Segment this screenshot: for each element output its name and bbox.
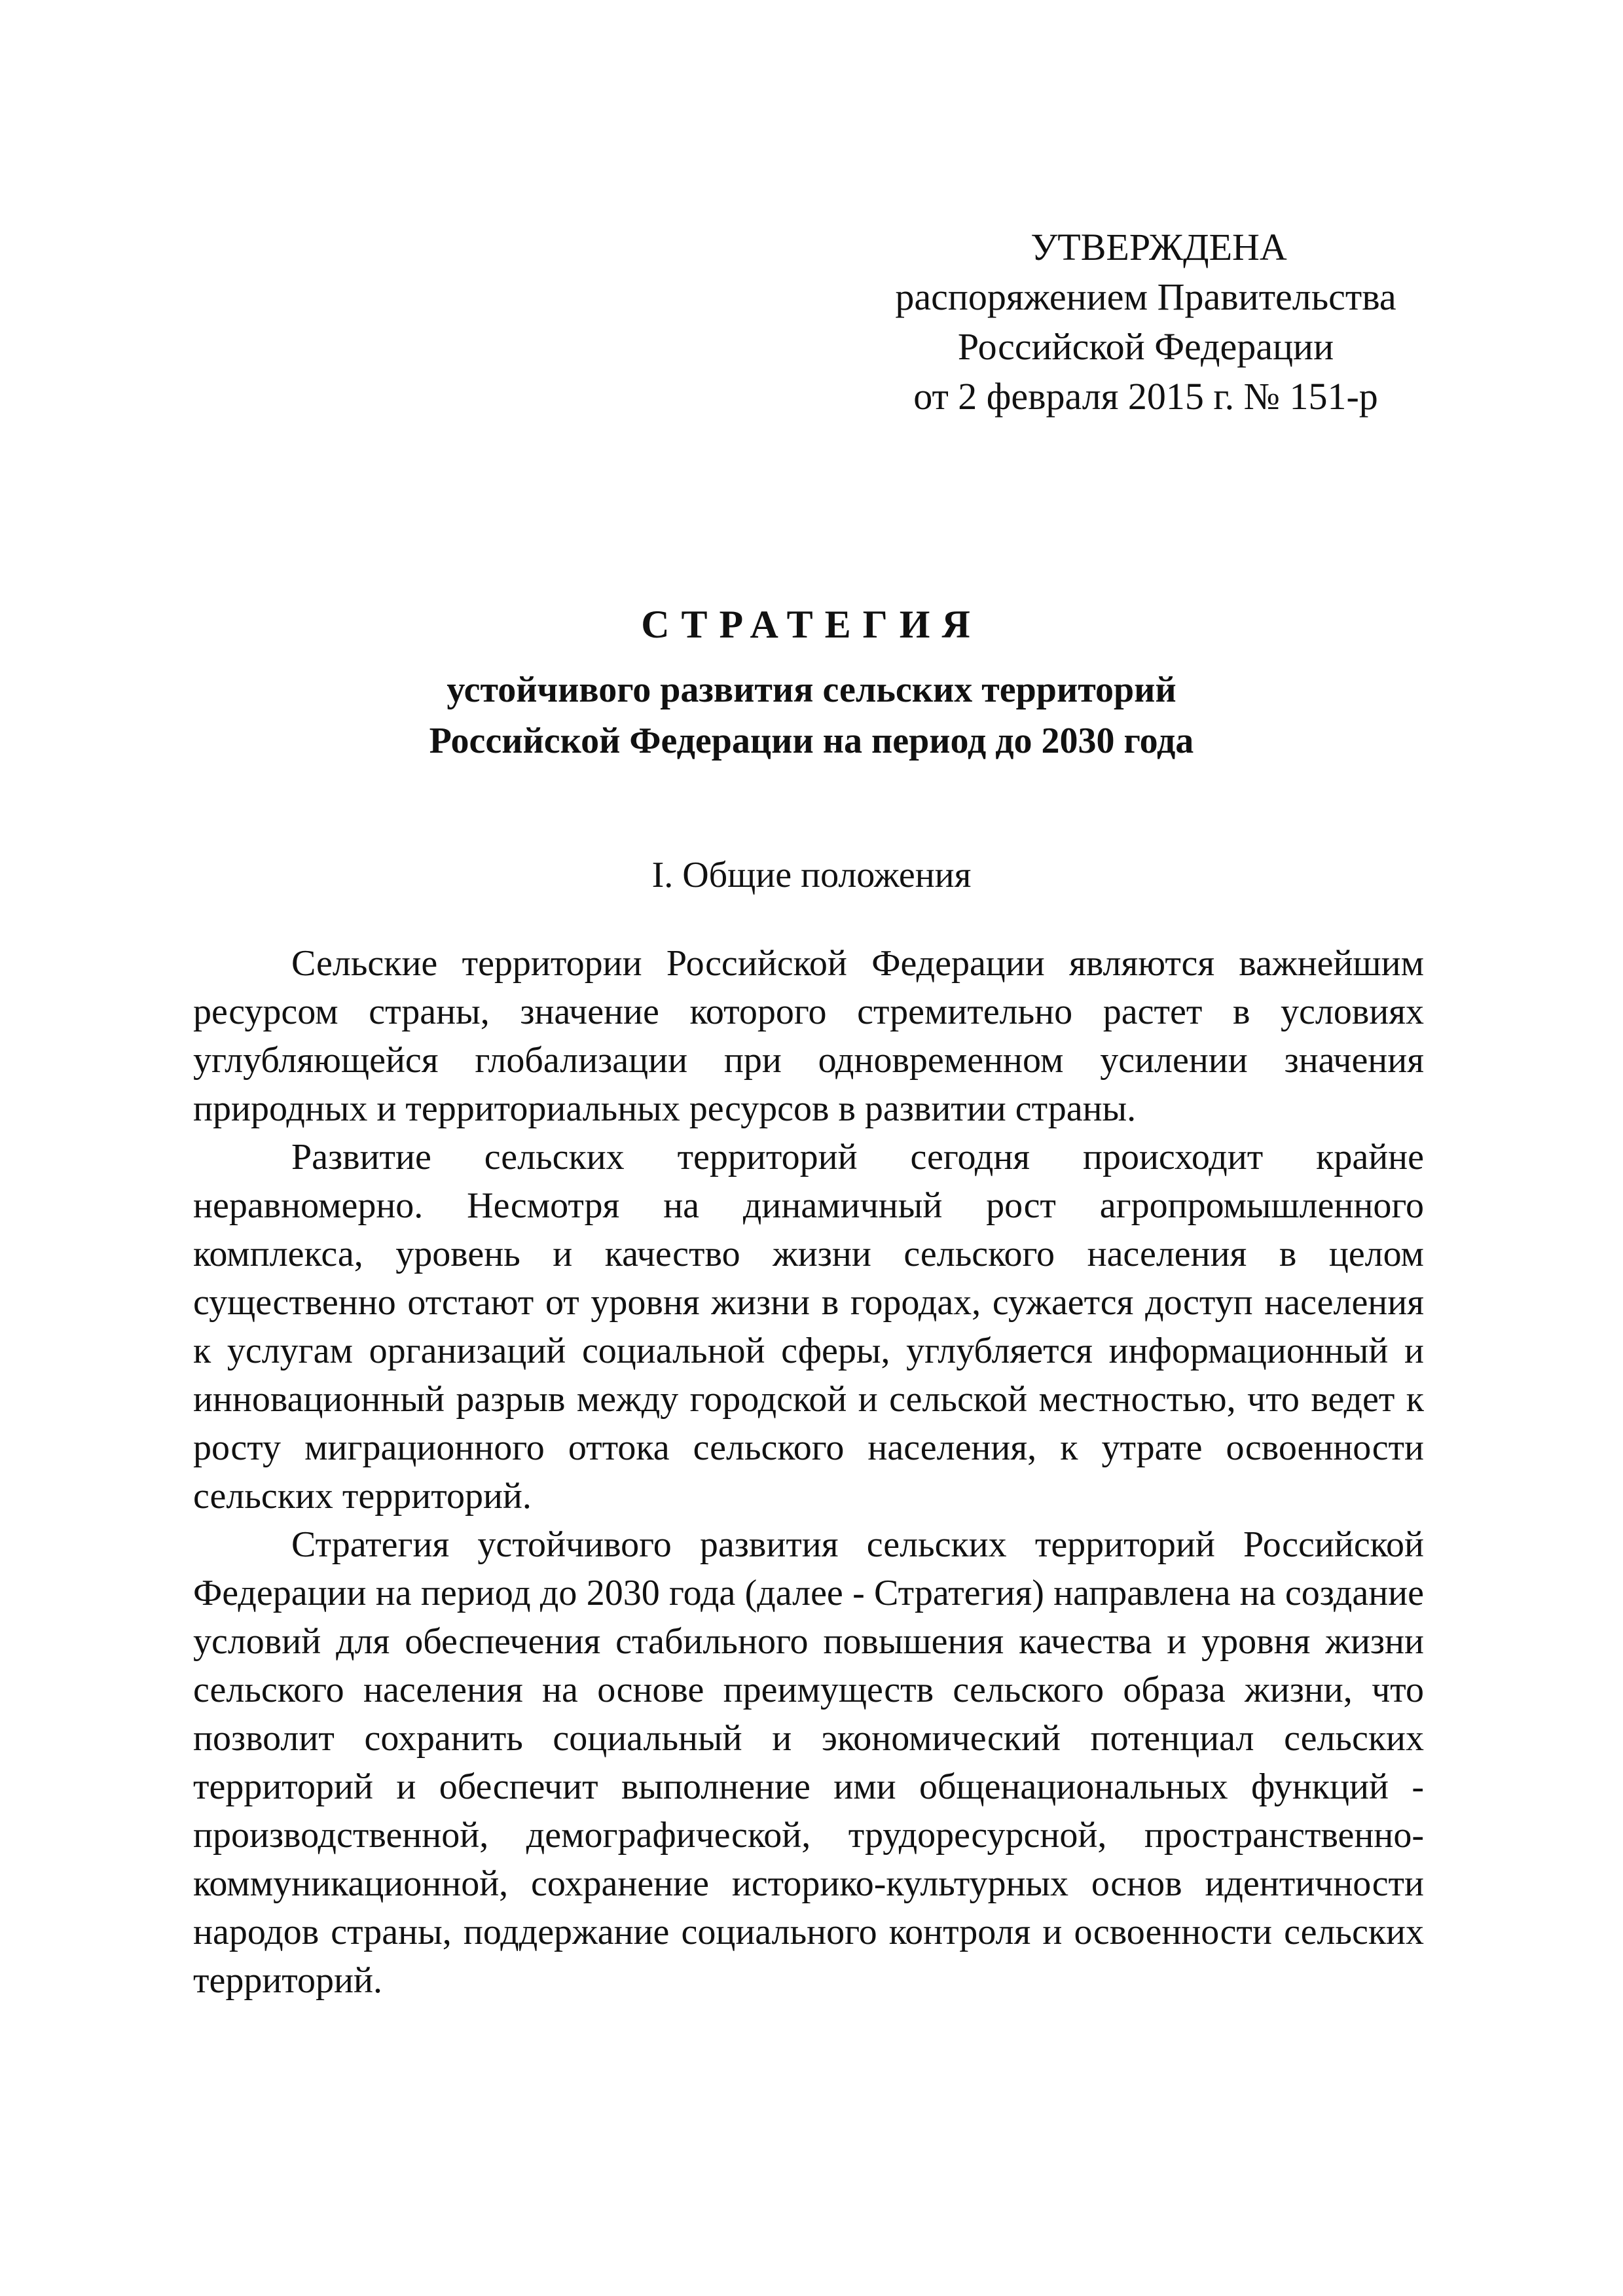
document-title: СТРАТЕГИЯ: [641, 603, 982, 646]
approval-stamp: [851, 223, 1440, 422]
section-body: [193, 939, 1424, 2005]
approval-line-1: распоряжением Правительства: [895, 276, 1396, 318]
subtitle-line-1: устойчивого развития сельских территорий: [447, 670, 1176, 710]
section-heading: I. Общие положения: [651, 855, 972, 895]
approval-line-3: от 2 февраля 2015 г. № 151-р: [913, 375, 1378, 418]
approval-title: УТВЕРЖДЕНА: [1030, 226, 1287, 268]
paragraph: Сельские территории Российской Федерации являются важнейшим ресурсом страны, значение которого стремительно растет в условиях углубляющейся глобализации при одновременном усилении значения природных и территориальных ресурсов в развитии страны.: [193, 943, 1424, 1129]
paragraph: Стратегия устойчивого развития сельских территорий Российской Федерации на период до 2030 года (далее - Стратегия) направлена на создание условий для обеспечения стабильного повышения качества и уровня жизни сельского населения на основе преимуществ сельского образа жизни, что позволит сохранить социальный и экономический потенциал сельских территорий и обеспечит выполнение ими общенациональных функций - производственной, демографической, трудоресурсной, пространственно-коммуникационной, сохранение историко-культурных основ идентичности народов страны, поддержание социального контроля и освоенности сельских территорий.: [193, 1524, 1424, 2001]
paragraph: Развитие сельских территорий сегодня происходит крайне неравномерно. Несмотря на динамичный рост агропромышленного комплекса, уровень и качество жизни сельского населения в целом существенно отстают от уровня жизни в городах, сужается доступ населения к услугам организаций социальной сферы, углубляется информационный и инновационный разрыв между городской и сельской местностью, что ведет к росту миграционного оттока сельского населения, к утрате освоенности сельских территорий.: [193, 1137, 1424, 1516]
subtitle-line-2: Российской Федерации на период до 2030 года: [429, 721, 1194, 761]
approval-line-2: Российской Федерации: [957, 325, 1334, 368]
document-subtitle: [0, 664, 1623, 766]
